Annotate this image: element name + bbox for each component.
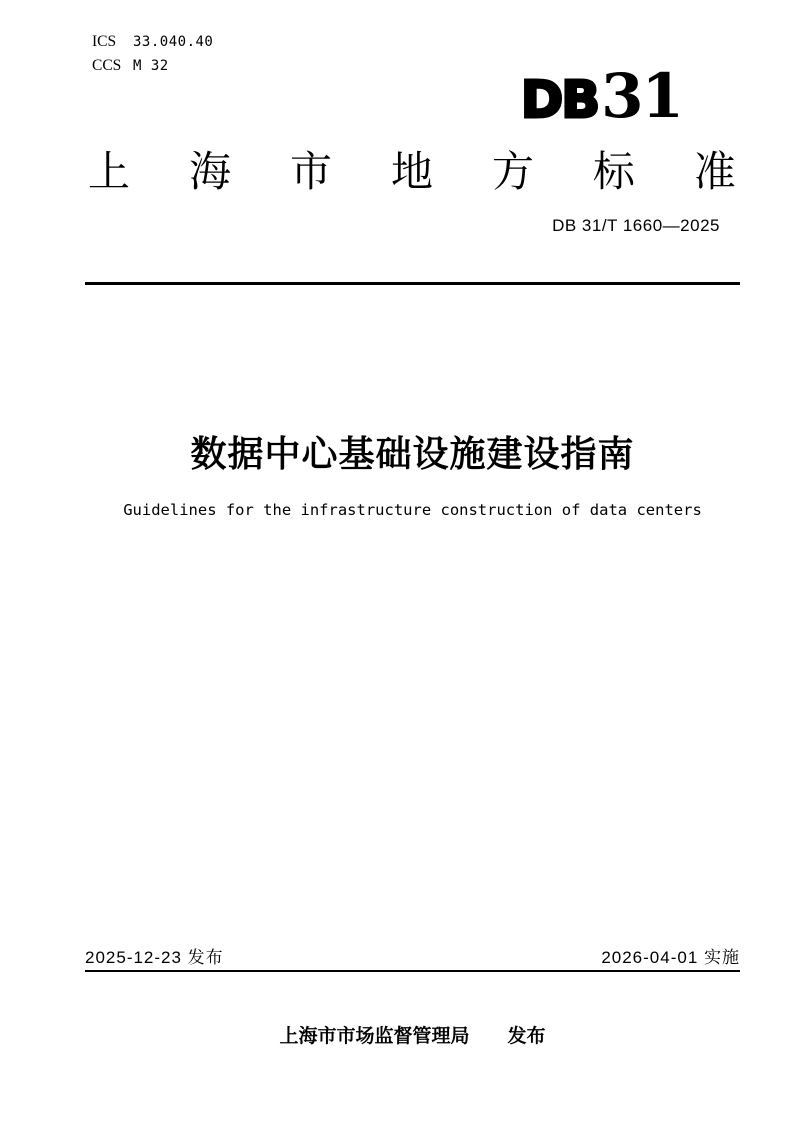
- ics-row: [92, 30, 213, 54]
- logo-db-text: DB: [520, 71, 599, 130]
- issue-date: 2025-12-23 发布: [85, 948, 224, 967]
- footer-rule: [85, 970, 740, 972]
- implementation-date: 2026-04-01 实施: [601, 948, 740, 967]
- publisher-action: 发布: [507, 1026, 546, 1047]
- logo-number-text: 31: [601, 61, 682, 132]
- standard-type-title: [88, 149, 736, 195]
- ics-label: ICS: [92, 33, 117, 50]
- dates-row: [85, 943, 740, 968]
- standard-number: DB 31/T 1660—2025: [552, 216, 720, 235]
- publisher-name: 上海市市场监督管理局: [279, 1026, 470, 1047]
- band-title-char: 上: [88, 148, 131, 195]
- band-title-char: 准: [693, 148, 736, 195]
- classification-codes: [92, 30, 213, 78]
- band-title-char: 市: [289, 148, 332, 195]
- ccs-value: M 32: [133, 58, 169, 74]
- document-title: 数据中心基础设施建设指南: [190, 433, 635, 474]
- header-rule: [85, 282, 740, 285]
- ccs-row: [92, 54, 213, 78]
- ics-value: 33.040.40: [133, 34, 214, 50]
- document-title-english: Guidelines for the infrastructure construction of data centers: [123, 501, 702, 519]
- ccs-label: CCS: [92, 57, 122, 74]
- band-title-char: 标: [592, 148, 635, 195]
- publisher-line: [85, 1021, 740, 1048]
- band-title-char: 海: [188, 148, 231, 195]
- db31-logo: [520, 61, 682, 132]
- band-title-char: 地: [390, 148, 433, 195]
- band-title-char: 方: [491, 148, 534, 195]
